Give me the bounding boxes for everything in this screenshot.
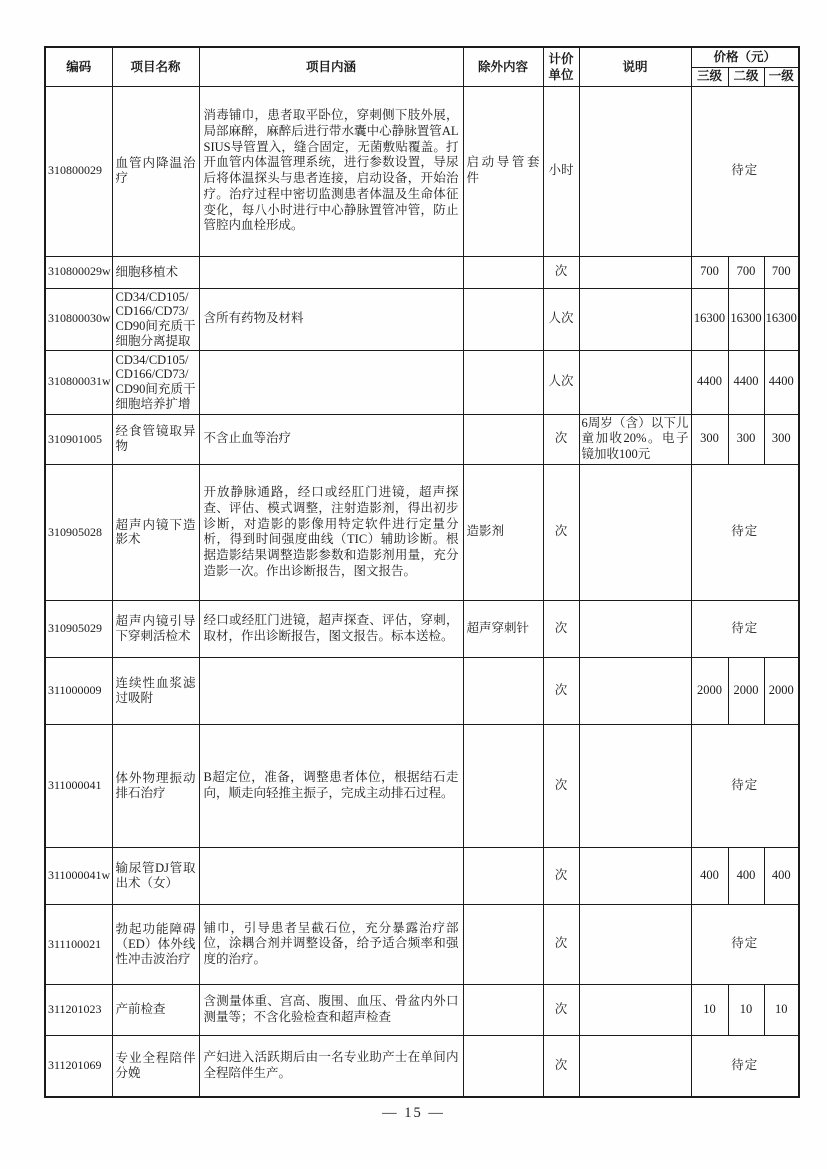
header-price-group: 价格（元） (691, 47, 799, 67)
cell-price-pending: 待定 (691, 724, 799, 847)
header-excluded-content: 除外内容 (463, 47, 543, 86)
cell-project-name: CD34/CD105/CD166/CD73/CD90间充质干细胞培养扩增 (112, 350, 199, 414)
header-row-1 (45, 47, 799, 67)
header-price-level1: 一级 (764, 67, 799, 86)
cell-project-content: 经口或经肛门进镜，超声探查、评估，穿刺，取材，作出诊断报告，图文报告。标本送检。 (199, 600, 463, 657)
table-row (45, 464, 799, 600)
cell-code: 310800029w (45, 256, 112, 288)
cell-code: 310800030w (45, 288, 112, 350)
table-row (45, 657, 799, 724)
cell-price-level3: 10 (691, 984, 728, 1035)
cell-project-content: 开放静脉通路，经口或经肛门进镜，超声探查、评估、模式调整，注射造影剂，得出初步诊断，对造影的影像用特定软件进行定量分析，得到时间强度曲线（TIC）辅助诊断。根据造影结果调整造影参数和造影剂用量，充分造影一次。作出诊断报告，图文报告。 (199, 464, 463, 600)
header-pricing-unit: 计价单位 (543, 47, 579, 86)
cell-excluded-content (463, 288, 543, 350)
cell-pricing-unit: 次 (543, 984, 579, 1035)
cell-price-level2: 10 (728, 984, 764, 1035)
table-row (45, 256, 799, 288)
table-body (45, 86, 799, 1097)
cell-price-level3: 16300 (691, 288, 728, 350)
cell-project-name: 体外物理振动排石治疗 (112, 724, 199, 847)
cell-price-level1: 10 (764, 984, 799, 1035)
table-row (45, 350, 799, 414)
cell-excluded-content (463, 414, 543, 464)
cell-pricing-unit: 人次 (543, 288, 579, 350)
cell-pricing-unit: 次 (543, 256, 579, 288)
cell-project-name: 输尿管DJ管取出术（女） (112, 847, 199, 904)
header-project-name: 项目名称 (112, 47, 199, 86)
cell-price-level2: 300 (728, 414, 764, 464)
cell-project-content: 产妇进入活跃期后由一名专业助产士在单间内全程陪伴生产。 (199, 1035, 463, 1097)
cell-pricing-unit: 小时 (543, 86, 579, 256)
cell-code: 311000041w (45, 847, 112, 904)
cell-project-content: 消毒铺巾，患者取平卧位，穿刺侧下肢外展，局部麻醉，麻醉后进行带水囊中心静脉置管ALSIUS导管置入，缝合固定，无菌敷贴覆盖。打开血管内体温管理系统，进行参数设置，导尿后将体温探头与患者连接，启动设备，开始治疗。治疗过程中密切监测患者体温及生命体征变化，每八小时进行中心静脉置管冲管，防止管腔内血栓形成。 (199, 86, 463, 256)
cell-project-content: 不含止血等治疗 (199, 414, 463, 464)
cell-excluded-content (463, 657, 543, 724)
cell-project-content (199, 350, 463, 414)
cell-excluded-content (463, 904, 543, 984)
cell-pricing-unit: 次 (543, 847, 579, 904)
cell-project-name: 连续性血浆滤过吸附 (112, 657, 199, 724)
cell-excluded-content (463, 984, 543, 1035)
cell-price-level2: 16300 (728, 288, 764, 350)
cell-price-pending: 待定 (691, 464, 799, 600)
cell-excluded-content: 造影剂 (463, 464, 543, 600)
cell-code: 310905029 (45, 600, 112, 657)
cell-price-level3: 700 (691, 256, 728, 288)
cell-code: 310800031w (45, 350, 112, 414)
cell-price-level3: 2000 (691, 657, 728, 724)
cell-price-level3: 300 (691, 414, 728, 464)
cell-excluded-content (463, 256, 543, 288)
cell-code: 311000009 (45, 657, 112, 724)
table-row (45, 847, 799, 904)
cell-note (579, 600, 691, 657)
table-row (45, 904, 799, 984)
cell-project-content (199, 256, 463, 288)
cell-price-level2: 400 (728, 847, 764, 904)
cell-pricing-unit: 次 (543, 657, 579, 724)
cell-price-level1: 400 (764, 847, 799, 904)
cell-price-level1: 700 (764, 256, 799, 288)
cell-project-name: 超声内镜下造影术 (112, 464, 199, 600)
table-row (45, 288, 799, 350)
cell-project-content (199, 657, 463, 724)
cell-price-pending: 待定 (691, 1035, 799, 1097)
cell-excluded-content (463, 724, 543, 847)
cell-project-name: 专业全程陪伴分娩 (112, 1035, 199, 1097)
cell-price-level1: 2000 (764, 657, 799, 724)
cell-note (579, 724, 691, 847)
cell-project-name: 细胞移植术 (112, 256, 199, 288)
cell-note (579, 904, 691, 984)
cell-project-content: 铺巾，引导患者呈截石位，充分暴露治疗部位，涂耦合剂并调整设备，给予适合频率和强度的治疗。 (199, 904, 463, 984)
cell-pricing-unit: 次 (543, 724, 579, 847)
table-row (45, 86, 799, 256)
cell-price-level3: 400 (691, 847, 728, 904)
cell-pricing-unit: 次 (543, 1035, 579, 1097)
table-row (45, 1035, 799, 1097)
cell-pricing-unit: 次 (543, 464, 579, 600)
cell-code: 311100021 (45, 904, 112, 984)
cell-pricing-unit: 次 (543, 600, 579, 657)
cell-price-pending: 待定 (691, 904, 799, 984)
header-project-content: 项目内涵 (199, 47, 463, 86)
cell-excluded-content (463, 350, 543, 414)
cell-excluded-content: 启动导管套件 (463, 86, 543, 256)
cell-note (579, 984, 691, 1035)
page-number: — 15 — (382, 1105, 445, 1121)
cell-note (579, 256, 691, 288)
cell-code: 310905028 (45, 464, 112, 600)
cell-price-level3: 4400 (691, 350, 728, 414)
cell-price-level2: 700 (728, 256, 764, 288)
cell-code: 311000041 (45, 724, 112, 847)
cell-note (579, 847, 691, 904)
cell-note (579, 1035, 691, 1097)
cell-price-level2: 4400 (728, 350, 764, 414)
price-table (44, 46, 800, 1098)
cell-note (579, 86, 691, 256)
header-code: 编码 (45, 47, 112, 86)
table-row (45, 600, 799, 657)
cell-price-level1: 4400 (764, 350, 799, 414)
cell-price-pending: 待定 (691, 86, 799, 256)
table-row (45, 724, 799, 847)
cell-note (579, 657, 691, 724)
cell-code: 311201023 (45, 984, 112, 1035)
cell-code: 310800029 (45, 86, 112, 256)
header-note: 说明 (579, 47, 691, 86)
table-row (45, 984, 799, 1035)
cell-excluded-content (463, 1035, 543, 1097)
cell-project-content (199, 847, 463, 904)
cell-project-name: 超声内镜引导下穿刺活检术 (112, 600, 199, 657)
cell-pricing-unit: 人次 (543, 350, 579, 414)
cell-project-name: 产前检查 (112, 984, 199, 1035)
cell-excluded-content: 超声穿刺针 (463, 600, 543, 657)
cell-code: 310901005 (45, 414, 112, 464)
cell-pricing-unit: 次 (543, 904, 579, 984)
cell-note (579, 464, 691, 600)
cell-project-content: 含所有药物及材料 (199, 288, 463, 350)
header-price-level3: 三级 (691, 67, 728, 86)
cell-project-name: 经食管镜取异物 (112, 414, 199, 464)
table-row (45, 414, 799, 464)
cell-project-content: B超定位，准备，调整患者体位，根据结石走向，顺走向轻推主振子，完成主动排石过程。 (199, 724, 463, 847)
cell-note (579, 350, 691, 414)
cell-excluded-content (463, 847, 543, 904)
cell-project-name: 血管内降温治疗 (112, 86, 199, 256)
cell-project-content: 含测量体重、宫高、腹围、血压、骨盆内外口测量等；不含化验检查和超声检查 (199, 984, 463, 1035)
cell-price-level1: 16300 (764, 288, 799, 350)
cell-price-level2: 2000 (728, 657, 764, 724)
table-header (45, 47, 799, 86)
header-price-level2: 二级 (728, 67, 764, 86)
cell-pricing-unit: 次 (543, 414, 579, 464)
cell-price-pending: 待定 (691, 600, 799, 657)
cell-project-name: CD34/CD105/CD166/CD73/CD90间充质干细胞分离提取 (112, 288, 199, 350)
cell-code: 311201069 (45, 1035, 112, 1097)
cell-project-name: 勃起功能障碍（ED）体外线性冲击波治疗 (112, 904, 199, 984)
cell-note: 6周岁（含）以下儿童加收20%。电子镜加收100元 (579, 414, 691, 464)
cell-note (579, 288, 691, 350)
cell-price-level1: 300 (764, 414, 799, 464)
